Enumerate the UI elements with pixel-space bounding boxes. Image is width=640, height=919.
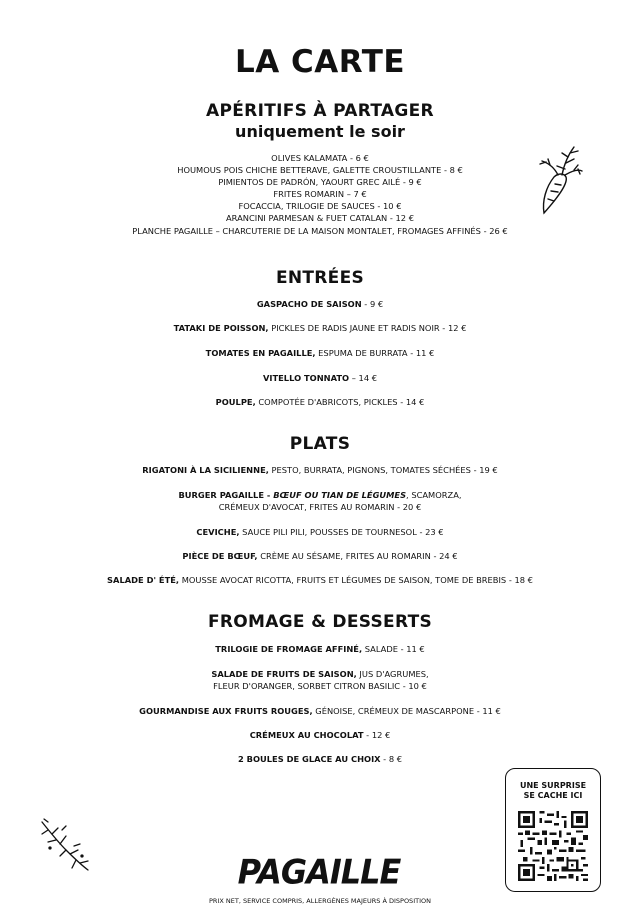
section-title-aperitifs: APÉRITIFS À PARTAGER — [206, 101, 434, 121]
item-name: PIÈCE DE BŒUF, — [182, 551, 258, 561]
item-name: VITELLO TONNATO — [262, 373, 350, 383]
section-title-plats: PLATS — [289, 434, 351, 454]
item-name: RIGATONI À LA SICILIENNE, — [142, 465, 269, 475]
list-item: HOUMOUS POIS CHICHE BETTERAVE, GALETTE CROUSTILLANTE - 8 € — [177, 165, 463, 176]
menu-title: LA CARTE — [234, 44, 406, 80]
item-desc: CRÈME AU SÉSAME, FRITES AU ROMARIN - 24 € — [257, 551, 458, 561]
menu-item — [0, 550, 640, 563]
item-name: CRÉMEUX AU CHOCOLAT — [249, 730, 364, 740]
item-name: SALADE DE FRUITS DE SAISON, — [211, 669, 357, 679]
item-desc: PESTO, BURRATA, PIGNONS, TOMATES SÉCHÉES - 19 € — [268, 465, 498, 475]
item-name: TOMATES EN PAGAILLE, — [205, 348, 316, 358]
item-desc: ESPUMA DE BURRATA - 11 € — [315, 348, 435, 358]
menu-item — [0, 489, 640, 502]
item-name: BURGER PAGAILLE - — [178, 490, 271, 500]
item-desc: , SCAMORZA, — [406, 490, 462, 500]
list-item: FRITES ROMARIN – 7 € — [273, 189, 367, 200]
item-desc: PICKLES DE RADIS JAUNE ET RADIS NOIR - 12 € — [268, 323, 467, 333]
item-desc: - 9 € — [361, 299, 384, 309]
pagaille-logo — [237, 849, 401, 893]
section-title-entrees: ENTRÉES — [275, 268, 365, 288]
item-name: CEVICHE, — [196, 527, 240, 537]
logo-text: PAGAILLE — [237, 852, 401, 892]
qr-code-icon[interactable] — [518, 811, 588, 881]
menu-item — [0, 526, 640, 539]
list-item: PLANCHE PAGAILLE – CHARCUTERIE DE LA MAISON MONTALET, FROMAGES AFFINÉS - 26 € — [132, 225, 508, 236]
menu-item — [0, 347, 640, 360]
list-item: OLIVES KALAMATA - 6 € — [271, 153, 369, 163]
branch-doodle-icon — [36, 816, 92, 874]
list-item: PIMIENTOS DE PADRÓN, YAOURT GREC AILÉ - 9 € — [218, 177, 422, 188]
item-name: TRILOGIE DE FROMAGE AFFINÉ, — [215, 644, 363, 654]
item-desc: - 12 € — [363, 730, 391, 740]
menu-item — [0, 574, 640, 587]
menu-item-line2: FLEUR D'ORANGER, SORBET CITRON BASILIC - 10 € — [213, 681, 427, 691]
menu-item — [0, 753, 640, 766]
footer-note: PRIX NET, SERVICE COMPRIS, ALLERGÈNES MAJEURS À DISPOSITION — [209, 897, 431, 905]
item-desc: JUS D'AGRUMES, — [356, 669, 429, 679]
menu-item — [0, 372, 640, 385]
item-name: POULPE, — [215, 397, 256, 407]
list-item: FOCACCIA, TRILOGIE DE SAUCES - 10 € — [238, 201, 402, 212]
menu-item — [0, 322, 640, 335]
qr-caption-line: UNE SURPRISE — [519, 781, 587, 790]
item-desc: COMPOTÉE D'ABRICOTS, PICKLES - 14 € — [255, 397, 425, 407]
item-desc: SALADE - 11 € — [362, 644, 425, 654]
carrot-doodle-icon — [532, 143, 584, 217]
menu-item — [0, 298, 640, 311]
item-name: 2 BOULES DE GLACE AU CHOIX — [237, 754, 381, 764]
item-name: SALADE D' ÉTÉ, — [107, 575, 180, 585]
menu-item-line2: CRÉMEUX D'AVOCAT, FRITES AU ROMARIN - 20 € — [218, 502, 422, 512]
menu-item — [0, 729, 640, 742]
menu-item — [0, 396, 640, 409]
item-desc: MOUSSE AVOCAT RICOTTA, FRUITS ET LÉGUMES DE SAISON, TOME DE BREBIS - 18 € — [179, 575, 533, 585]
menu-item — [0, 705, 640, 718]
qr-code-card[interactable] — [505, 768, 601, 892]
item-name: GASPACHO DE SAISON — [256, 299, 362, 309]
item-desc: SAUCE PILI PILI, POUSSES DE TOURNESOL - 23 € — [239, 527, 444, 537]
item-desc: GÉNOISE, CRÉMEUX DE MASCARPONE - 11 € — [312, 706, 501, 716]
qr-caption — [506, 781, 600, 801]
menu-item — [0, 668, 640, 681]
item-name: GOURMANDISE AUX FRUITS ROUGES, — [139, 706, 313, 716]
list-item: ARANCINI PARMESAN & FUET CATALAN - 12 € — [225, 213, 415, 224]
section-subtitle-aperitifs: uniquement le soir — [235, 122, 405, 141]
section-title-desserts: FROMAGE & DESSERTS — [207, 612, 433, 632]
item-desc: - 8 € — [380, 754, 403, 764]
item-name: TATAKI DE POISSON, — [173, 323, 269, 333]
menu-item — [0, 464, 640, 477]
item-desc: – 14 € — [349, 373, 378, 383]
menu-item — [0, 643, 640, 656]
qr-caption-line: SE CACHE ICI — [523, 791, 583, 800]
item-name-italic: BŒUF OU TIAN DE LÉGUMES — [270, 490, 407, 500]
